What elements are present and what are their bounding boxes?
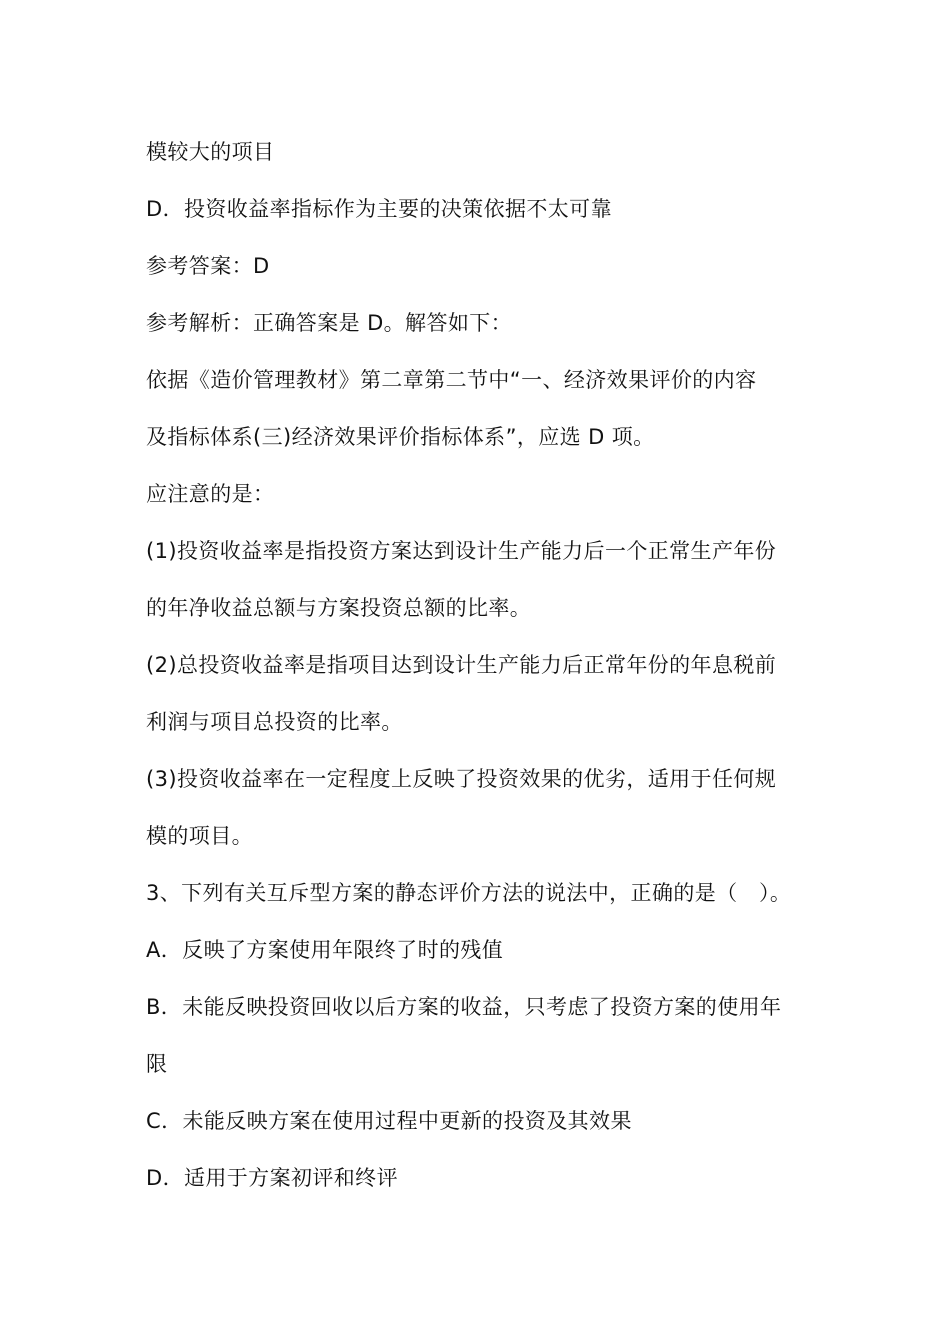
text-line: 依据《造价管理教材》第二章第二节中“一、经济效果评价的内容	[146, 368, 757, 392]
text-line: 模的项目。	[146, 824, 253, 848]
option-a: A．反映了方案使用年限终了时的残值	[146, 938, 504, 962]
text-line: 模较大的项目	[146, 140, 275, 164]
note-heading: 应注意的是：	[146, 482, 275, 506]
reference-analysis: 参考解析：正确答案是 D。解答如下：	[146, 311, 513, 335]
text-line: 利润与项目总投资的比率。	[146, 710, 403, 734]
text-line: 及指标体系(三)经济效果评价指标体系”，应选 D 项。	[146, 425, 655, 449]
option-d-line: D．投资收益率指标作为主要的决策依据不太可靠	[146, 197, 612, 221]
note-item-2: (2)总投资收益率是指项目达到设计生产能力后正常年份的年息税前	[146, 653, 777, 677]
note-item-1: (1)投资收益率是指投资方案达到设计生产能力后一个正常生产年份	[146, 539, 777, 563]
option-b: B．未能反映投资回收以后方案的收益，只考虑了投资方案的使用年	[146, 995, 782, 1019]
reference-answer: 参考答案：D	[146, 254, 270, 278]
question-3: 3、下列有关互斥型方案的静态评价方法的说法中，正确的是（ ）。	[146, 881, 792, 905]
note-item-3: (3)投资收益率在一定程度上反映了投资效果的优劣，适用于任何规	[146, 767, 777, 791]
option-d: D．适用于方案初评和终评	[146, 1166, 398, 1190]
option-c: C．未能反映方案在使用过程中更新的投资及其效果	[146, 1109, 632, 1133]
text-line: 限	[146, 1052, 168, 1076]
text-line: 的年净收益总额与方案投资总额的比率。	[146, 596, 532, 620]
